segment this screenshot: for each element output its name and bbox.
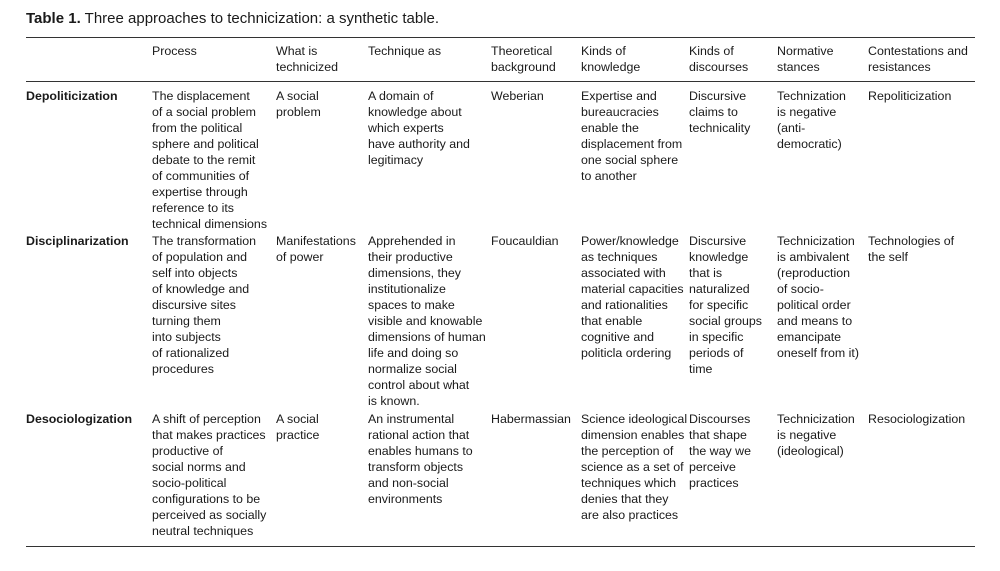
cell-theoretical-background: Foucauldian	[491, 234, 559, 248]
cell-normative-stances: Technicization is ambivalent (reproduction of socio- political order and means to emancipate oneself from it)	[777, 234, 859, 360]
table-title: Three approaches to technicization: a synthetic table.	[84, 10, 440, 27]
bottom-rule	[26, 546, 975, 547]
cell-kinds-of-discourses: Discursive knowledge that is naturalized for specific social groups in specific periods of time	[689, 234, 763, 376]
cell-what-is-technicized: A social practice	[276, 412, 320, 442]
header-kinds-of-knowledge: Kinds of knowledge	[581, 44, 641, 74]
top-rule	[26, 37, 975, 38]
cell-kinds-of-knowledge: Expertise and bureaucracies enable the displacement from one social sphere to another	[581, 89, 683, 183]
cell-theoretical-background: Habermassian	[491, 412, 571, 426]
header-technique-as: Technique as	[368, 44, 442, 58]
cell-theoretical-background: Weberian	[491, 89, 544, 103]
cell-contestations: Repoliticization	[868, 89, 952, 103]
header-rule	[26, 81, 975, 82]
header-kinds-of-discourses: Kinds of discourses	[689, 44, 749, 74]
cell-contestations: Technologies of the self	[868, 234, 955, 264]
cell-normative-stances: Technization is negative (anti- democratic)	[777, 89, 846, 151]
cell-technique-as: A domain of knowledge about which experts have authority and legitimacy	[368, 89, 470, 167]
cell-process: A shift of perception that makes practices productive of social norms and socio-political configurations to be perceived as socially neutral techniques	[152, 412, 267, 538]
header-process: Process	[152, 44, 197, 58]
row-label-disciplinarization: Disciplinarization	[26, 234, 129, 248]
row-label-depoliticization: Depoliticization	[26, 89, 118, 103]
table-label: Table 1.	[26, 10, 81, 27]
cell-kinds-of-knowledge: Power/knowledge as techniques associated with material capacities and rationalities that enable cognitive and politicla ordering	[581, 234, 684, 360]
header-normative-stances: Normative stances	[777, 44, 834, 74]
cell-kinds-of-knowledge: Science ideological dimension enables the perception of science as a set of techniques which denies that they are also practices	[581, 412, 688, 522]
row-label-desociologization: Desociologization	[26, 412, 133, 426]
cell-normative-stances: Technicization is negative (ideological)	[777, 412, 855, 458]
cell-process: The displacement of a social problem from the political sphere and political debate to the remit of communities of expertise through reference to its technical dimensions	[152, 89, 268, 231]
cell-technique-as: An instrumental rational action that enables humans to transform objects and non-social environments	[368, 412, 473, 506]
cell-what-is-technicized: A social problem	[276, 89, 321, 119]
cell-contestations: Resociologization	[868, 412, 966, 426]
header-contestations: Contestations and resistances	[868, 44, 968, 74]
header-what-is-technicized: What is technicized	[276, 44, 338, 74]
cell-technique-as: Apprehended in their productive dimensions, they institutionalize spaces to make visible and knowable dimensions of human life and doing so normalize social control about what is known.	[368, 234, 486, 408]
cell-what-is-technicized: Manifestations of power	[276, 234, 356, 264]
cell-kinds-of-discourses: Discourses that shape the way we perceive practices	[689, 412, 751, 490]
header-theoretical-background: Theoretical background	[491, 44, 556, 74]
table-caption	[26, 9, 439, 29]
cell-kinds-of-discourses: Discursive claims to technicality	[689, 89, 751, 135]
cell-process: The transformation of population and self into objects of knowledge and discursive sites turning them into subjects of rationalized procedures	[152, 234, 256, 376]
